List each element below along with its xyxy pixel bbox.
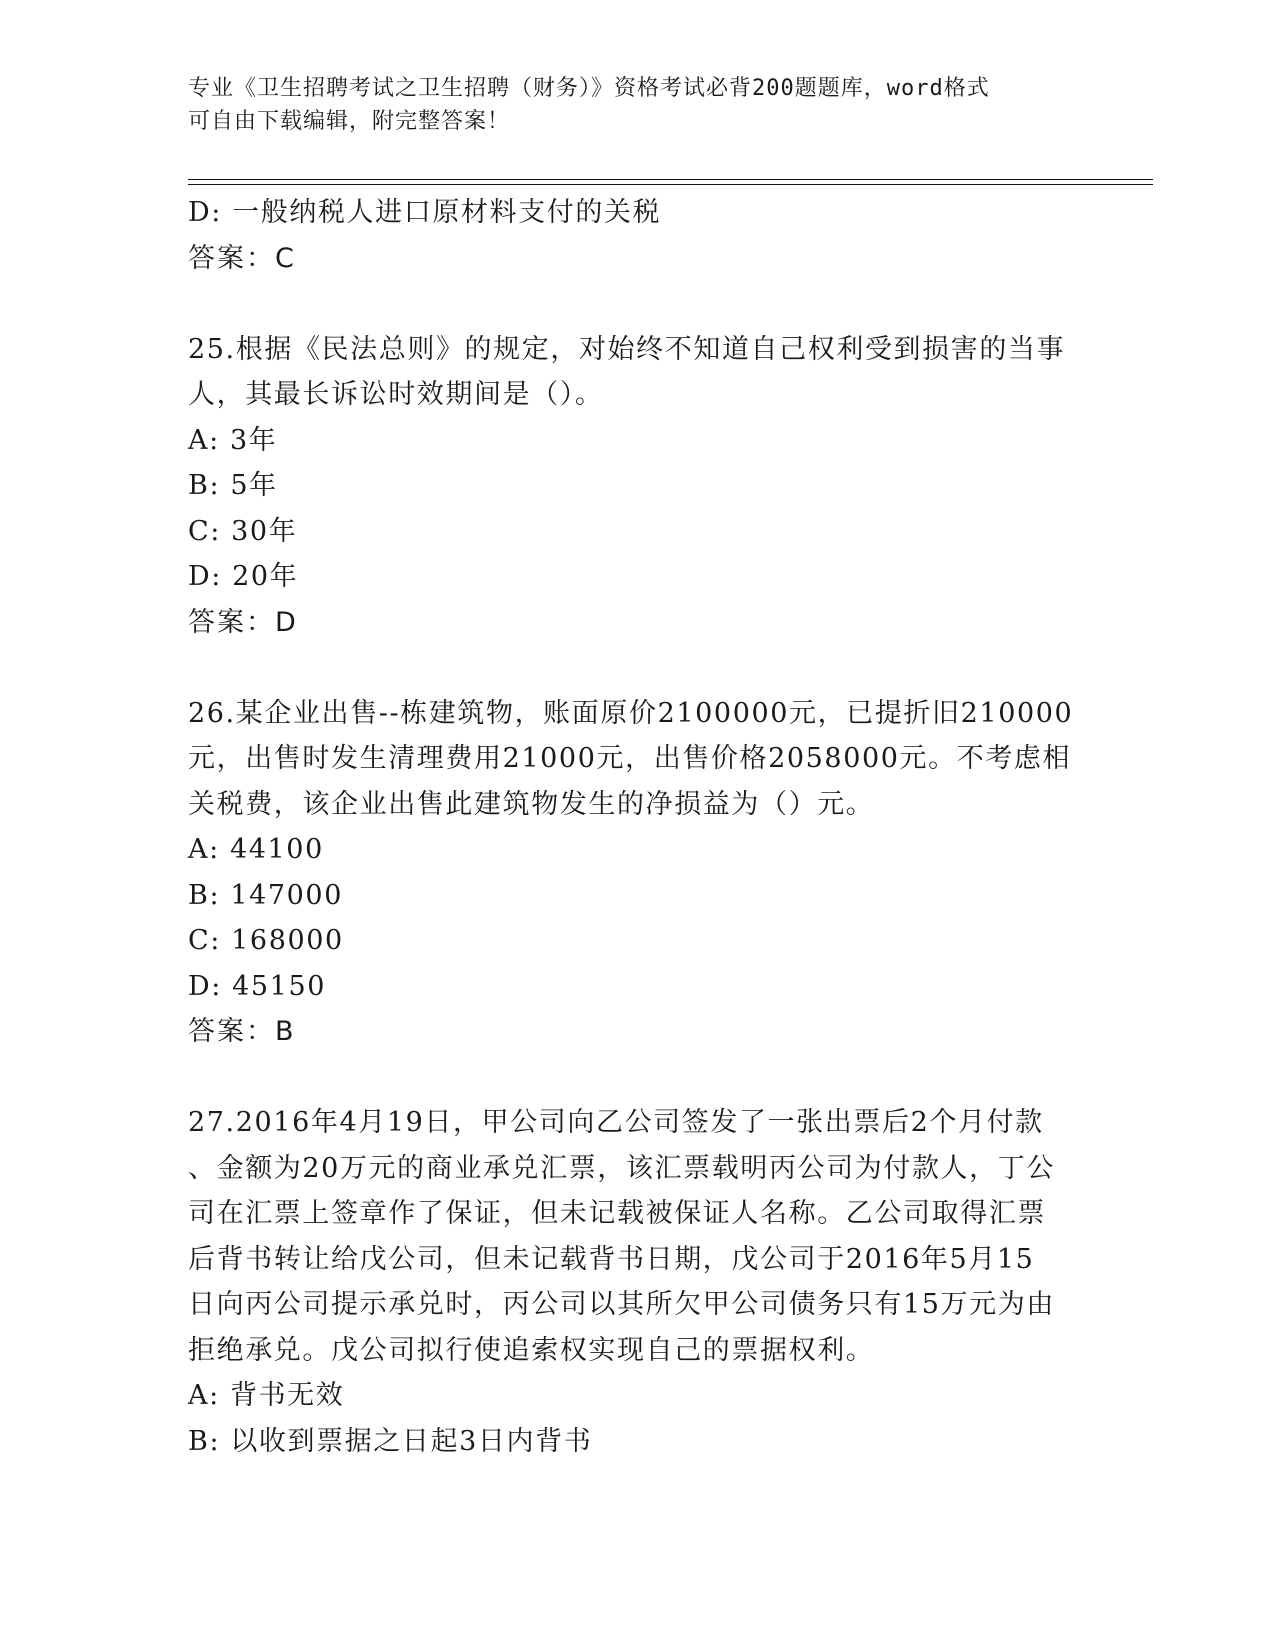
document-body bbox=[188, 190, 1088, 1464]
header-line-2: 可自由下载编辑，附完整答案！ bbox=[188, 109, 511, 134]
question-stem-line: 27.2016年4月19日，甲公司向乙公司签发了一张出票后2个月付款 bbox=[188, 1107, 1044, 1138]
option-c: C: 30年 bbox=[188, 515, 298, 547]
option-a: A: 44100 bbox=[188, 834, 324, 865]
question-stem-line: 后背书转让给戊公司，但未记载背书日期，戊公司于2016年5月15 bbox=[188, 1243, 1035, 1275]
option-b: B: 147000 bbox=[188, 879, 343, 911]
option-d: D: 一般纳税人进口原材料支付的关税 bbox=[188, 197, 662, 228]
question-stem-line: 25.根据《民法总则》的规定，对始终不知道自己权利受到损害的当事 bbox=[188, 333, 1066, 365]
spacer bbox=[188, 281, 1088, 327]
spacer bbox=[188, 645, 1088, 691]
option-d: D: 20年 bbox=[188, 561, 299, 592]
question-stem-line: 关税费，该企业出售此建筑物发生的净损益为（）元。 bbox=[188, 788, 875, 820]
option-b: B: 5年 bbox=[188, 470, 278, 501]
question-stem-line: 司在汇票上签章作了保证，但未记载被保证人名称。乙公司取得汇票 bbox=[188, 1198, 1046, 1229]
question-stem-line: 元，出售时发生清理费用21000元，出售价格2058000元。不考虑相 bbox=[188, 743, 1072, 774]
document-header bbox=[188, 72, 1088, 138]
answer-line: 答案：C bbox=[188, 242, 296, 274]
option-a: A: 3年 bbox=[188, 424, 278, 456]
option-b: B: 以收到票据之日起3日内背书 bbox=[188, 1425, 593, 1457]
header-line-1: 专业《卫生招聘考试之卫生招聘（财务）》资格考试必背200题题库，word格式 bbox=[188, 76, 990, 101]
answer-line: 答案：D bbox=[188, 606, 298, 638]
option-d: D: 45150 bbox=[188, 970, 327, 1002]
question-stem-line: 26.某企业出售--栋建筑物，账面原价2100000元，已提折旧210000 bbox=[188, 697, 1074, 729]
option-c: C: 168000 bbox=[188, 925, 344, 956]
spacer bbox=[188, 1055, 1088, 1101]
question-stem-line: 日向丙公司提示承兑时，丙公司以其所欠甲公司债务只有15万元为由 bbox=[188, 1289, 1055, 1320]
option-a: A: 背书无效 bbox=[188, 1380, 345, 1411]
header-rule-top bbox=[188, 179, 1153, 180]
question-stem-line: 拒绝承兑。戊公司拟行使追索权实现自己的票据权利。 bbox=[188, 1334, 875, 1366]
question-26 bbox=[188, 691, 1088, 1055]
header-rule-bottom bbox=[188, 184, 1153, 185]
answer-line: 答案：B bbox=[188, 1016, 296, 1047]
question-stem-line: 、金额为20万元的商业承兑汇票，该汇票载明丙公司为付款人，丁公 bbox=[188, 1152, 1055, 1184]
question-25 bbox=[188, 327, 1088, 646]
question-stem-line: 人，其最长诉讼时效期间是（）。 bbox=[188, 379, 604, 410]
question-27 bbox=[188, 1100, 1088, 1464]
question-previous bbox=[188, 190, 1088, 281]
